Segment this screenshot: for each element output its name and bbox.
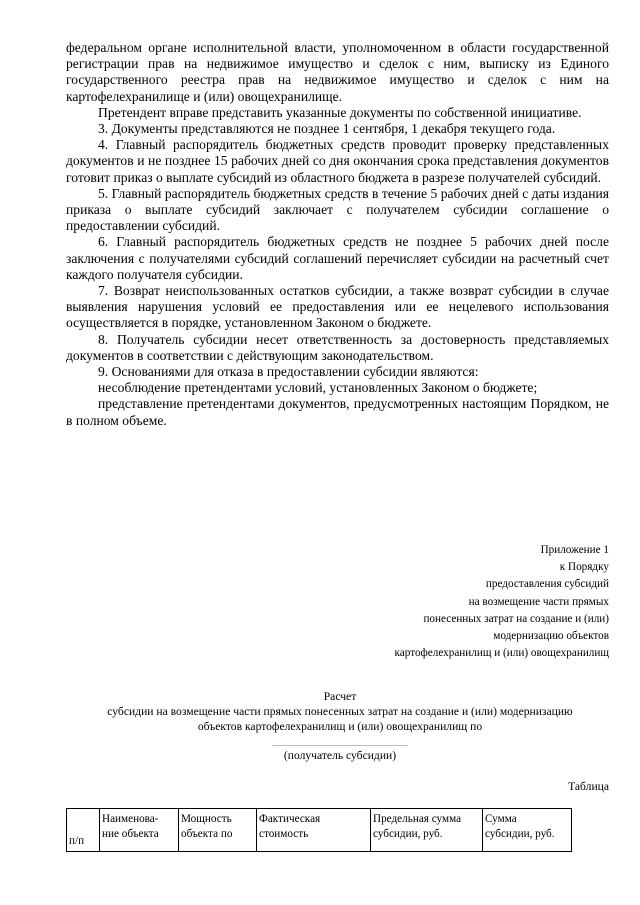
appendix-line: модернизацию объектов: [493, 630, 609, 643]
paragraph-6: 6. Главный распорядитель бюджетных средств не позднее 5 рабочих дней после заключения с получателями субсидий соглашений перечисляет субсидии на расчетный счет каждого получателя субсидии.: [66, 234, 609, 282]
calculation-subtitle-line-1: субсидии на возмещение части прямых понесенных затрат на создание и (или) модернизацию: [107, 705, 573, 719]
paragraph-9: 9. Основаниями для отказа в предоставлении субсидии являются:: [98, 364, 479, 380]
header-cell-subsidy-amount: Сумма субсидии, руб.: [483, 809, 572, 852]
appendix-line: понесенных затрат на создание и (или): [423, 612, 609, 625]
body-text: [66, 40, 609, 429]
paragraph-8: 8. Получатель субсидии несет ответственность за достоверность представляемых документов в соответствии с действующим законодательством.: [66, 331, 609, 363]
calculation-subtitle-line-2: объектов картофелехранилищ и (или) овощехранилищ по: [197, 720, 483, 734]
table-header-row: [67, 809, 572, 852]
recipient-caption: (получатель субсидии): [283, 748, 397, 762]
paragraph-4: 4. Главный распорядитель бюджетных средств проводит проверку представленных документов и не позднее 15 рабочих дней со дня окончания срока представления документов готовит приказ о выплате субсидий из областного бюджета в разрезе получателей субсидий.: [66, 137, 609, 185]
appendix-line: на возмещение части прямых: [468, 595, 609, 608]
header-cell-name: Наименова- ние объекта: [100, 809, 179, 852]
appendix-line: к Порядку: [559, 561, 609, 574]
paragraph-7: 7. Возврат неиспользованных остатков субсидии, а также возврат субсидии в случае выявления нарушения условий ее предоставления или ее нецелевого использования осуществляется в порядке, установленном Законом о бюджете.: [66, 283, 609, 331]
appendix-header: [289, 542, 609, 662]
paragraph-2: Претендент вправе представить указанные документы по собственной инициативе.: [98, 104, 582, 120]
subsidy-table: [66, 808, 572, 852]
paragraph-3: 3. Документы представляются не позднее 1 сентября, 1 декабря текущего года.: [98, 121, 556, 137]
paragraph-11: представление претендентами документов, предусмотренных настоящим Порядком, не в полном объеме.: [66, 396, 609, 428]
recipient-fill-line: [272, 745, 408, 746]
header-cell-max-subsidy: Предельная сумма субсидии, руб.: [371, 809, 483, 852]
table-label: Таблица: [568, 780, 609, 793]
appendix-line: картофелехранилищ и (или) овощехранилищ: [394, 647, 609, 660]
header-cell-actual-cost: Фактическая стоимость: [257, 809, 371, 852]
paragraph-5: 5. Главный распорядитель бюджетных средств в течение 5 рабочих дней с даты издания приказа о выплате субсидий заключает с получателем субсидии соглашение о предоставлении субсидий.: [66, 185, 609, 234]
appendix-line: предоставления субсидий: [485, 578, 609, 591]
calculation-title: Расчет: [323, 690, 357, 703]
header-cell-capacity: Мощность объекта по: [179, 809, 257, 852]
appendix-line: Приложение 1: [540, 544, 609, 556]
header-cell-number: [67, 809, 100, 852]
paragraph-10: несоблюдение претендентами условий, установленных Законом о бюджете;: [98, 380, 538, 396]
header-text: п/п: [69, 834, 85, 847]
calculation-heading: [60, 689, 620, 763]
paragraph-1: федеральном органе исполнительной власти, уполномоченном в области государственной регистрации прав на недвижимое имущество и сделок с ним, выписку из Единого государственного реестра прав на недвижимое имущество и сделок с ним на картофелехранилище и (или) овощехранилище.: [66, 40, 609, 104]
